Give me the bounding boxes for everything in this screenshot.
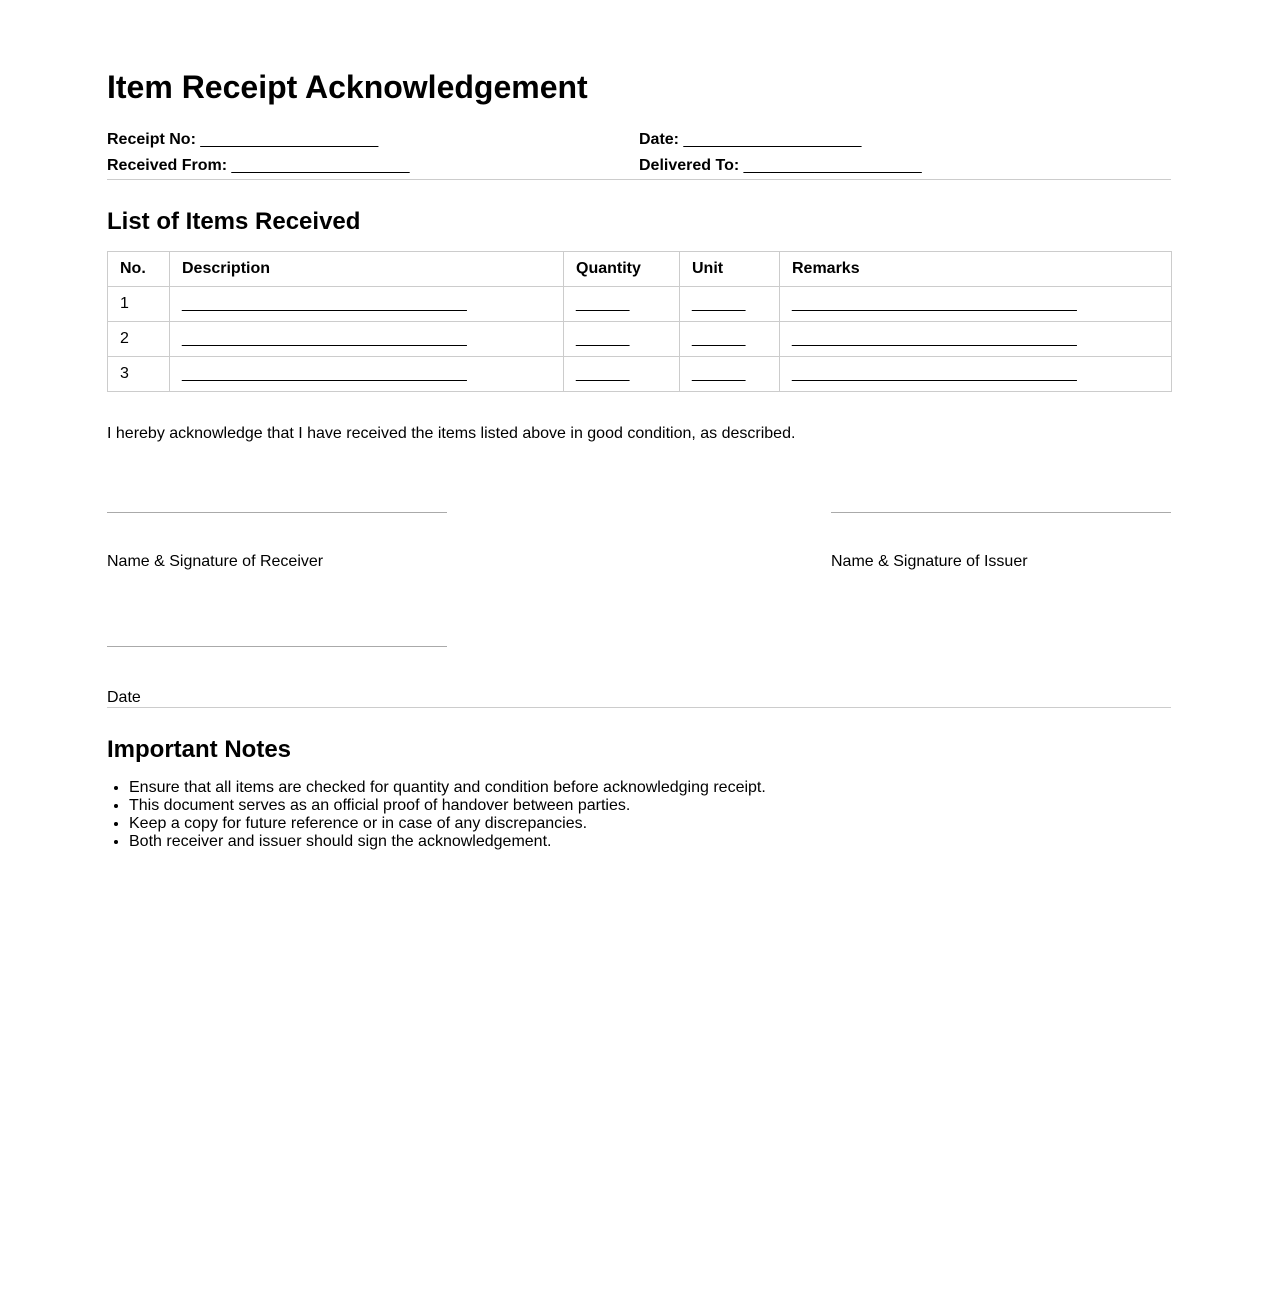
received-from-blank: ____________________: [231, 157, 410, 175]
section-divider: [107, 707, 1171, 708]
receipt-no-field: [107, 127, 639, 153]
quantity-blank: ______: [564, 321, 680, 356]
items-table: [107, 251, 1172, 392]
items-section-heading: List of Items Received: [107, 208, 361, 236]
column-header-unit: Unit: [680, 251, 780, 286]
unit-blank: ______: [680, 356, 780, 391]
header-fields-left-column: [107, 127, 639, 179]
date-field: [639, 127, 1171, 153]
row-number: 3: [108, 356, 170, 391]
remarks-blank: ________________________________: [780, 286, 1172, 321]
issuer-signature-label: Name & Signature of Issuer: [831, 552, 1028, 570]
remarks-blank: ________________________________: [780, 321, 1172, 356]
description-blank: ________________________________: [170, 321, 564, 356]
table-row: [108, 321, 1172, 356]
table-row: [108, 356, 1172, 391]
note-item: • This document serves as an official proof of handover between parties.: [129, 797, 1171, 815]
unit-blank: ______: [680, 321, 780, 356]
row-number: 1: [108, 286, 170, 321]
delivered-to-blank: ____________________: [743, 157, 922, 175]
signature-date-label: Date: [107, 688, 141, 706]
note-item: • Ensure that all items are checked for quantity and condition before acknowledging receipt.: [129, 779, 1171, 797]
header-fields-right-column: [639, 127, 1171, 179]
receiver-signature-label: Name & Signature of Receiver: [107, 552, 324, 570]
column-header-description: Description: [170, 251, 564, 286]
page-title: Item Receipt Acknowledgement: [107, 69, 588, 105]
delivered-to-field: [639, 153, 1171, 179]
delivered-to-label: Delivered To:: [639, 157, 740, 175]
notes-list: [107, 779, 1171, 851]
acknowledgement-statement: I hereby acknowledge that I have received the items listed above in good condition, as described.: [107, 424, 796, 442]
note-item: • Both receiver and issuer should sign the acknowledgement.: [129, 833, 1171, 851]
section-divider: [107, 179, 1171, 180]
quantity-blank: ______: [564, 286, 680, 321]
column-header-remarks: Remarks: [780, 251, 1172, 286]
row-number: 2: [108, 321, 170, 356]
receipt-no-label: Receipt No:: [107, 131, 196, 149]
receiver-signature-block: [107, 512, 447, 571]
quantity-blank: ______: [564, 356, 680, 391]
header-fields: [107, 127, 1171, 179]
table-row: [108, 286, 1172, 321]
date-blank: ____________________: [683, 131, 862, 149]
issuer-signature-block: [831, 512, 1171, 571]
note-item: • Keep a copy for future reference or in case of any discrepancies.: [129, 815, 1171, 833]
column-header-no: No.: [108, 251, 170, 286]
date-label: Date:: [639, 131, 680, 149]
description-blank: ________________________________: [170, 356, 564, 391]
document-page: [107, 0, 1171, 851]
received-from-label: Received From:: [107, 157, 228, 175]
remarks-blank: ________________________________: [780, 356, 1172, 391]
unit-blank: ______: [680, 286, 780, 321]
column-header-quantity: Quantity: [564, 251, 680, 286]
notes-heading: Important Notes: [107, 735, 292, 763]
signature-row: [107, 512, 1171, 571]
receipt-no-blank: ____________________: [200, 131, 379, 149]
signature-date-block: [107, 646, 447, 707]
received-from-field: [107, 153, 639, 179]
description-blank: ________________________________: [170, 286, 564, 321]
items-table-header-row: [108, 251, 1172, 286]
